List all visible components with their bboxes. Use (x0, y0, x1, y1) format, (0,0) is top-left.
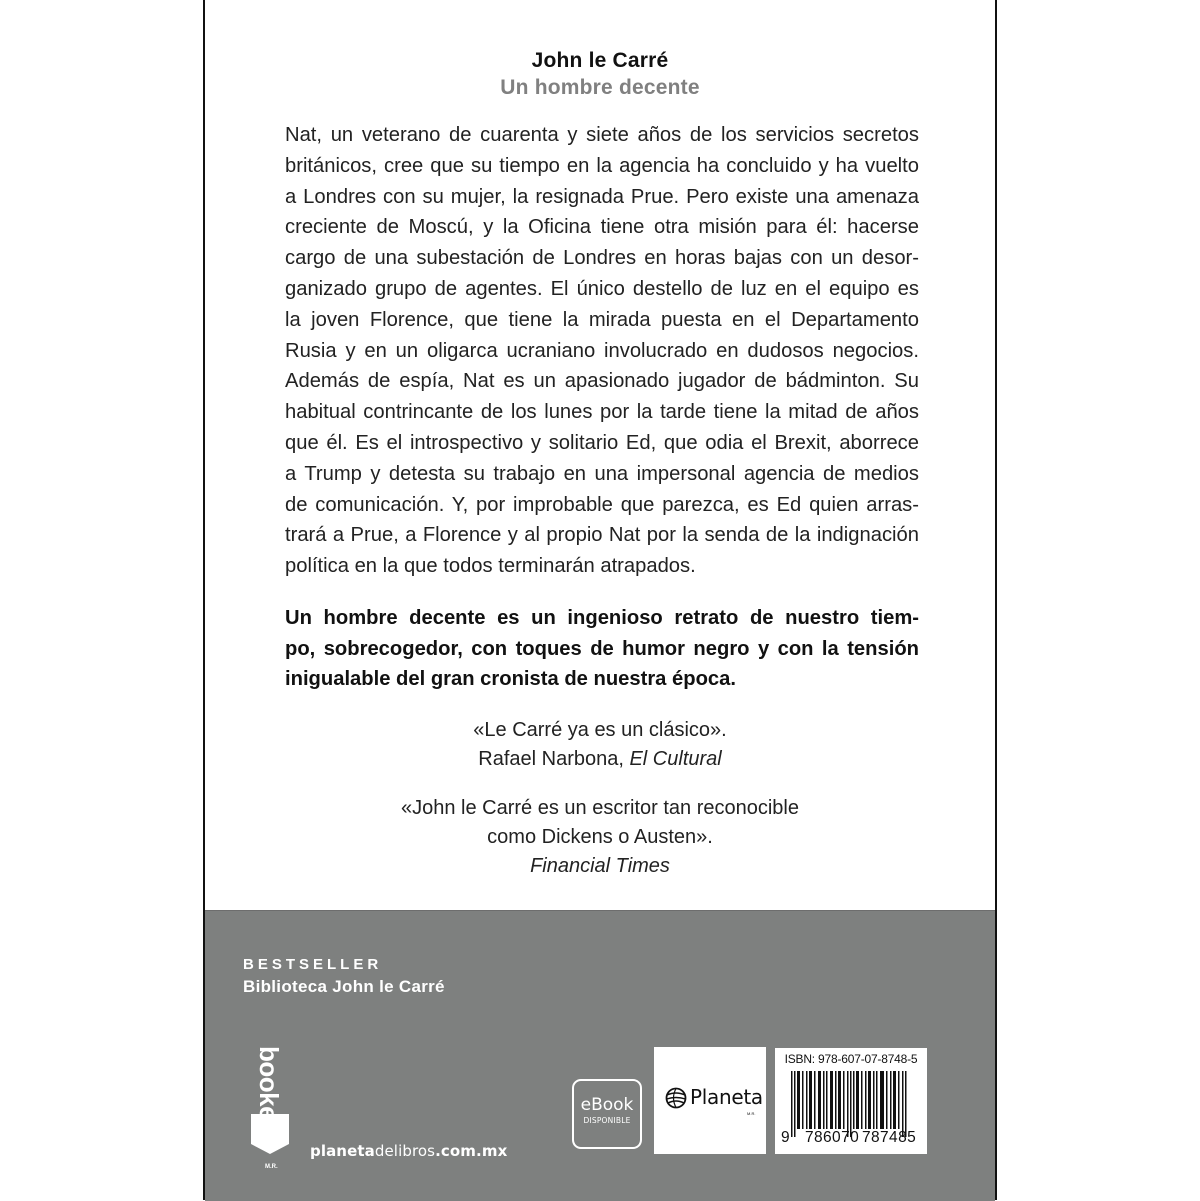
website-part: planeta (310, 1142, 375, 1160)
synopsis-line: política en la que todos terminarán atrapados. (285, 555, 696, 578)
synopsis-line: Rusia y en un oligarca ucraniano involucrado en dudosos negocios. (285, 339, 919, 362)
blurb-line: po, sobrecogedor, con toques de humor negro y con la tensión (285, 637, 919, 660)
trademark-mark: M.R. (747, 1111, 756, 1116)
quote-attribution (205, 745, 995, 774)
barcode-digits: 786070 (805, 1129, 860, 1146)
synopsis-line: a Londres con su mujer, la resignada Prue. Pero existe una amenaza (285, 185, 919, 208)
press-quote (205, 794, 995, 881)
quote-author: Rafael Narbona, (478, 748, 630, 770)
website-link[interactable] (310, 1142, 507, 1160)
synopsis-line: ganizado grupo de agentes. El único destello de luz en el equipo es (285, 277, 919, 300)
barcode-icon (787, 1071, 915, 1137)
website-part: delibros (374, 1142, 436, 1160)
collection-info (243, 955, 445, 999)
book-back-cover (203, 0, 997, 1200)
book-title: Un hombre decente (500, 76, 700, 99)
synopsis-line: creciente de Moscú, y la Oficina tiene otra misión para él: hacerse (285, 216, 919, 239)
globe-icon (665, 1087, 687, 1109)
quote-text: «Le Carré ya es un clásico». (473, 719, 727, 741)
synopsis-line: Además de espía, Nat es un apasionado jugador de bádminton. Su (285, 370, 919, 393)
blurb-line: Un hombre decente es un ingenioso retrato de nuestro tiem- (285, 607, 919, 629)
ebook-label: eBook (580, 1095, 634, 1115)
booket-logo (247, 1046, 291, 1181)
synopsis-line: trará a Prue, a Florence y al propio Nat por la senda de la indignación (285, 524, 919, 547)
planeta-logo (654, 1047, 766, 1154)
quote-source: Financial Times (530, 855, 670, 877)
collection-name: Biblioteca John le Carré (243, 977, 445, 996)
collection-label: BESTSELLER (243, 956, 383, 973)
isbn-label: ISBN: 978-607-07-8748-5 (784, 1052, 918, 1066)
website-part: .mx (476, 1142, 508, 1160)
author-name: John le Carré (531, 49, 669, 72)
synopsis-paragraph (285, 120, 919, 582)
synopsis-line: a Trump y detesta su trabajo en una impersonal agencia de medios (285, 462, 919, 485)
barcode-digits: 787485 (862, 1129, 917, 1146)
synopsis-line: británicos, cree que su tiempo en la agencia ha concluido y ha vuelto (285, 154, 919, 177)
isbn-barcode (775, 1048, 927, 1154)
press-quote (205, 716, 995, 774)
synopsis-line: la joven Florence, que tiene la mirada puesta en el Departamento (285, 308, 919, 331)
trademark-mark: M.R. (265, 1164, 278, 1170)
synopsis-line: habitual contrincante de los lunes por la tarde tiene la mitad de años (285, 401, 919, 424)
blurb-line: inigualable del gran cronista de nuestra época. (285, 668, 736, 690)
cover-header (205, 48, 995, 102)
ebook-badge (572, 1079, 642, 1149)
quote-attribution (205, 852, 995, 881)
barcode-digit: 9 (781, 1129, 790, 1146)
synopsis-line: Nat, un veterano de cuarenta y siete años de los servicios secretos (285, 124, 919, 146)
synopsis-line: que él. Es el introspectivo y solitario Ed, que odia el Brexit, aborrece (285, 431, 919, 454)
booket-wordmark: booket (254, 1046, 284, 1129)
bottom-band (205, 910, 995, 1201)
website-part: .com (435, 1142, 477, 1160)
blurb-paragraph (285, 603, 919, 695)
quote-source: El Cultural (629, 748, 722, 770)
synopsis-line: cargo de una subestación de Londres en horas bajas con un desor- (285, 247, 919, 270)
ebook-available-label: DISPONIBLE (583, 1116, 631, 1125)
synopsis-line: de comunicación. Y, por improbable que parezca, es Ed quien arras- (285, 493, 919, 516)
planeta-wordmark: Planeta (690, 1085, 763, 1109)
quote-text: «John le Carré es un escritor tan reconocible (401, 797, 799, 819)
quote-text: como Dickens o Austen». (487, 826, 713, 848)
